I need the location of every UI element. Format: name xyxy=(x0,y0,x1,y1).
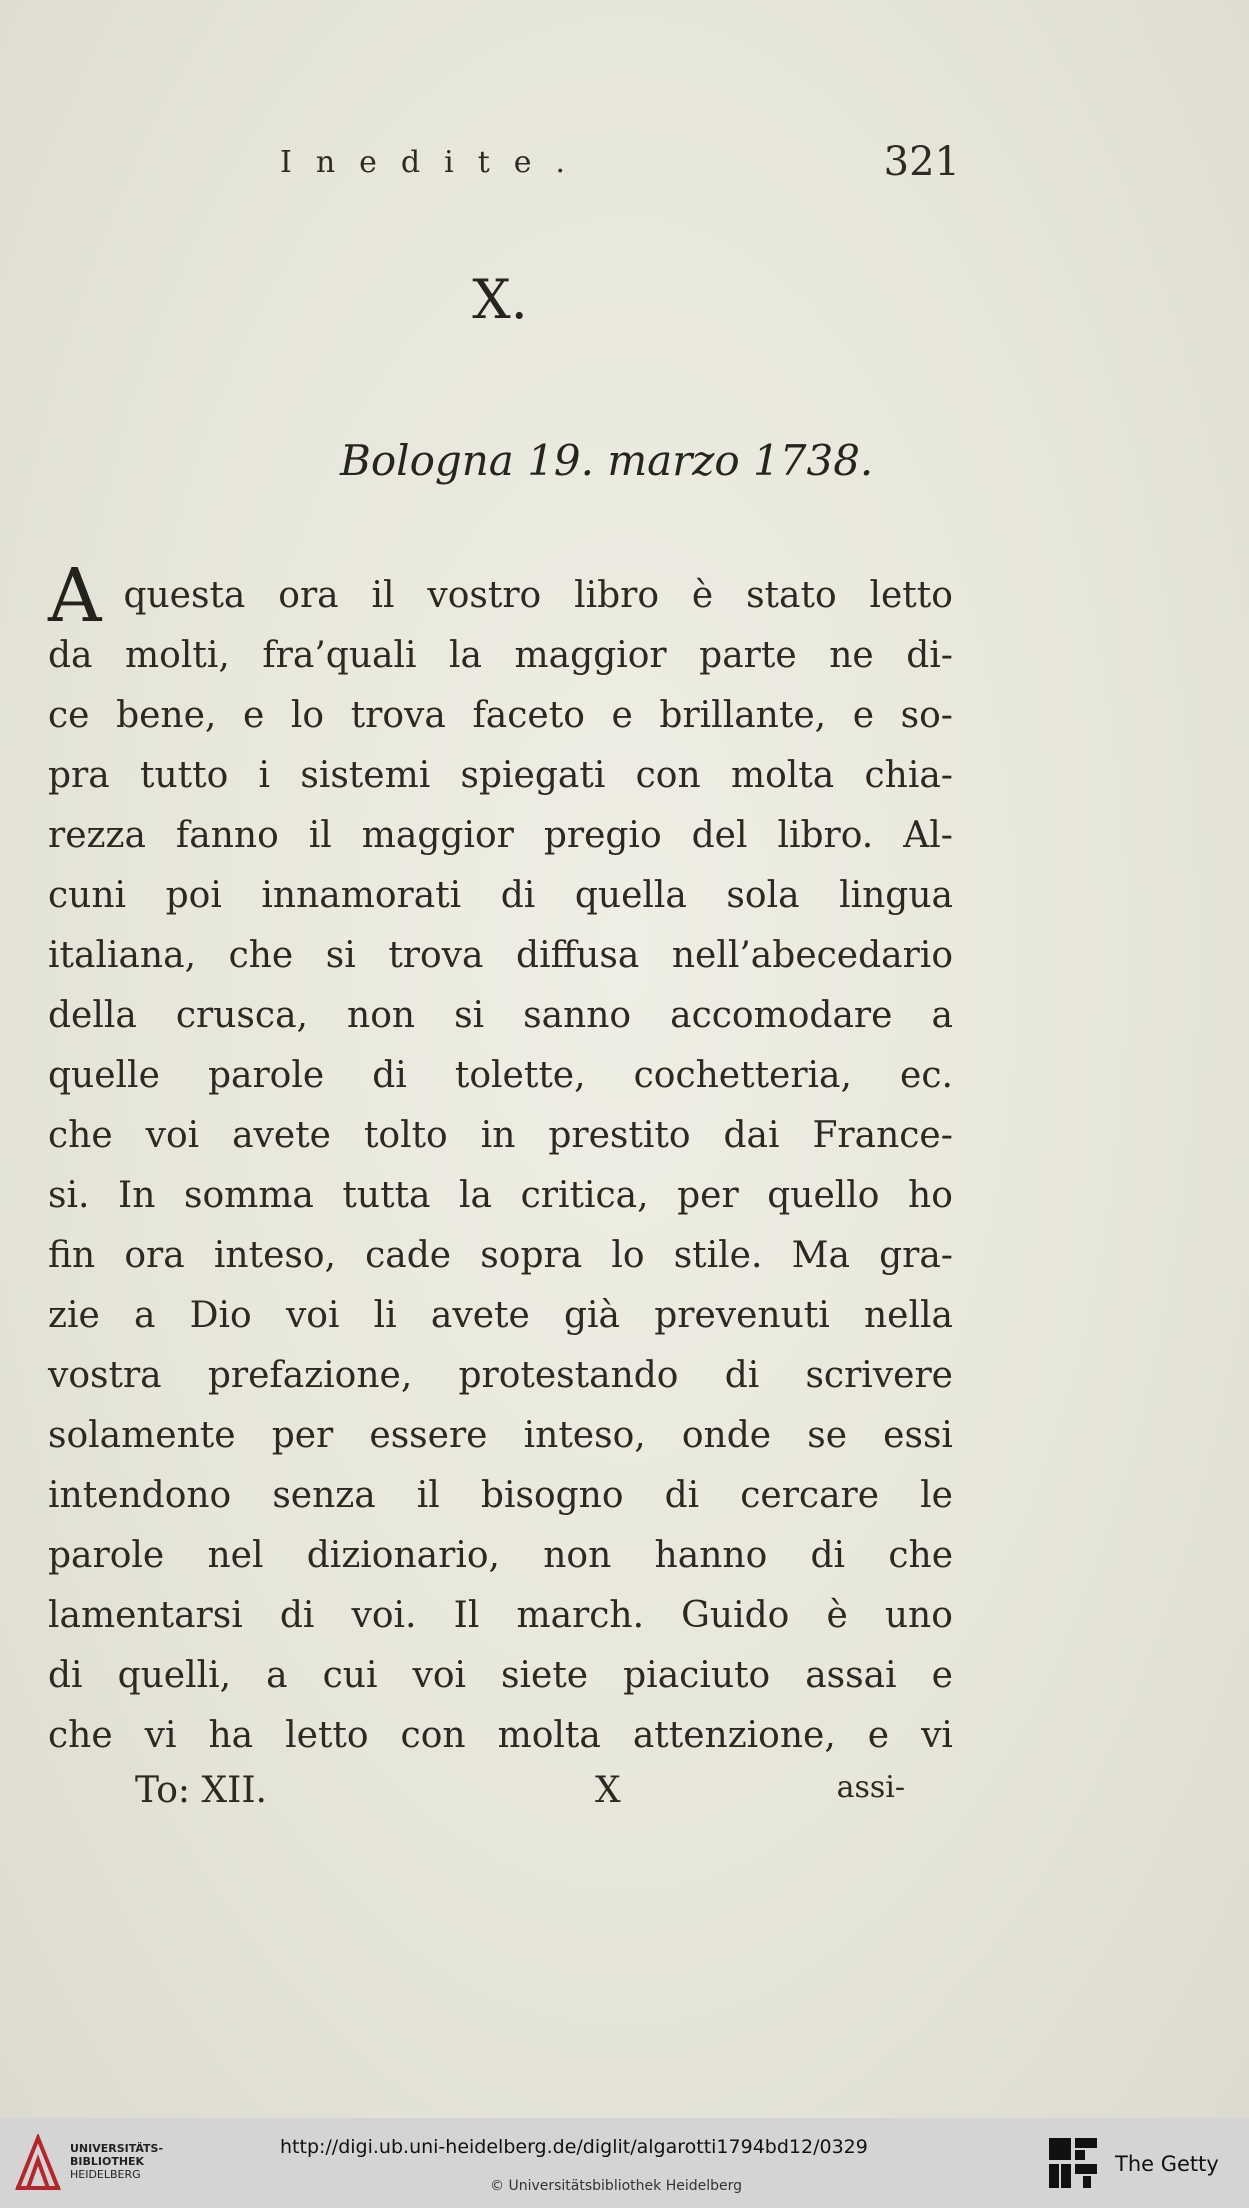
library-name-line3: HEIDELBERG xyxy=(70,2168,141,2181)
text-line: della crusca, non si sanno accomodare a xyxy=(48,995,953,1036)
drop-cap: A xyxy=(48,553,102,639)
first-line-text: questa ora il vostro libro è stato letto xyxy=(123,575,953,616)
running-head xyxy=(280,139,960,195)
text-line: quelle parole di tolette, cochetteria, ec. xyxy=(48,1055,953,1096)
text-line: rezza fanno il maggior pregio del libro. Al- xyxy=(48,815,953,856)
library-name-line1: UNIVERSITÄTS- xyxy=(70,2142,164,2155)
permalink-url[interactable]: http://digi.ub.uni-heidelberg.de/diglit/algarotti1794bd12/0329 xyxy=(280,2136,868,2158)
text-line: cuni poi innamorati di quella sola lingua xyxy=(48,875,953,916)
signature-mark: X xyxy=(595,1770,621,1811)
library-name-line2: BIBLIOTHEK xyxy=(70,2155,145,2168)
library-emblem-icon xyxy=(14,2134,62,2192)
letter-heading: X. xyxy=(472,268,528,331)
dateline: Bologna 19. marzo 1738. xyxy=(340,436,874,485)
text-line: intendono senza il bisogno di cercare le xyxy=(48,1475,953,1516)
text-line: italiana, che si trova diffusa nell’abecedario xyxy=(48,935,953,976)
text-line: che vi ha letto con molta attenzione, e vi xyxy=(48,1715,953,1756)
text-line: solamente per essere inteso, onde se essi xyxy=(48,1415,953,1456)
text-line-first xyxy=(48,553,953,639)
text-line: che voi avete tolto in prestito dai France- xyxy=(48,1115,953,1156)
university-library-logo[interactable] xyxy=(14,2134,164,2192)
text-line: di quelli, a cui voi siete piaciuto assai e xyxy=(48,1655,953,1696)
text-line: ce bene, e lo trova faceto e brillante, e so- xyxy=(48,695,953,736)
text-line: si. In somma tutta la critica, per quello ho xyxy=(48,1175,953,1216)
text-line: vostra prefazione, protestando di scrivere xyxy=(48,1355,953,1396)
letter-body xyxy=(48,553,953,1766)
text-line: zie a Dio voi li avete già prevenuti nella xyxy=(48,1295,953,1336)
text-line: da molti, fra’quali la maggior parte ne di- xyxy=(48,635,953,676)
copyright-notice: © Universitätsbibliothek Heidelberg xyxy=(490,2178,743,2194)
viewer-footer-bar xyxy=(0,2118,1249,2208)
text-line: fin ora inteso, cade sopra lo stile. Ma gra- xyxy=(48,1235,953,1276)
page-number: 321 xyxy=(883,139,960,185)
library-name xyxy=(70,2142,163,2181)
text-line: lamentarsi di voi. Il march. Guido è uno xyxy=(48,1595,953,1636)
volume-mark: To: XII. xyxy=(135,1770,267,1811)
text-line: parole nel dizionario, non hanno di che xyxy=(48,1535,953,1576)
catchword: assi- xyxy=(836,1770,905,1805)
getty-label: The Getty xyxy=(1115,2152,1219,2176)
getty-logo[interactable] xyxy=(1045,2134,1235,2194)
running-title: Inedite. xyxy=(280,145,590,180)
getty-emblem-icon xyxy=(1045,2134,1103,2194)
page-footer xyxy=(135,1770,905,1820)
text-line: pra tutto i sistemi spiegati con molta chia- xyxy=(48,755,953,796)
